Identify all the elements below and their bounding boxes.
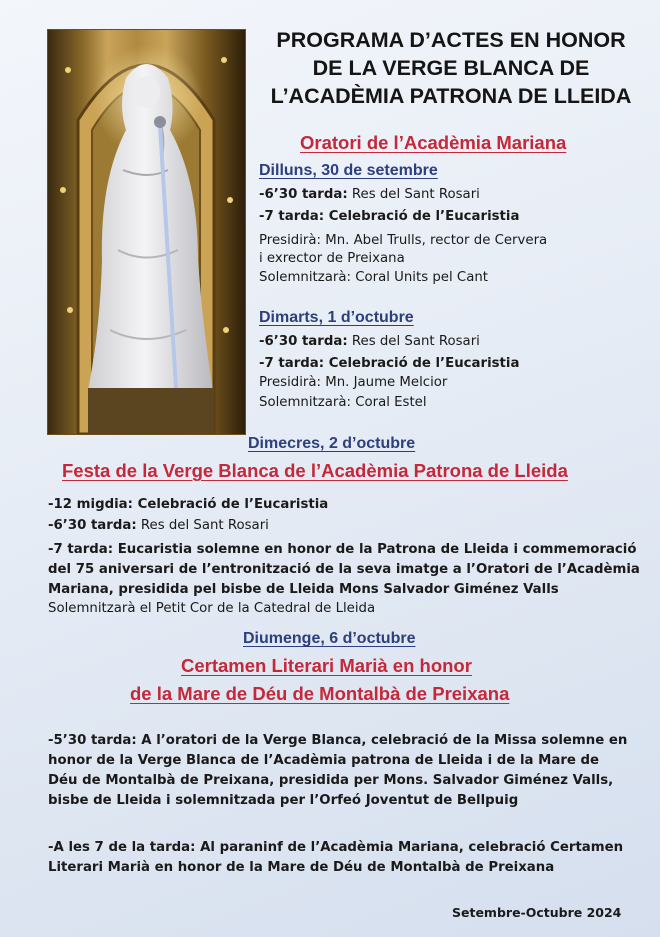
day4-item1-line2: honor de la Verge Blanca de l’Acadèmia patrona de Lleida i de la Mare de [48,753,600,768]
day3-item3-line1: -7 tarda: Eucaristia solemne en honor de la Patrona de Lleida i commemoració [48,542,637,557]
day4-item1-line4: bisbe de Lleida i solemnitzada per l’Orfeó Joventut de Bellpuig [48,793,519,808]
day4-event-line1: Certamen Literari Marià en honor [181,655,472,676]
day1-item1 [259,185,480,205]
day4-event-line2: de la Mare de Déu de Montalbà de Preixana [130,683,510,704]
day2-item1-text: Res del Sant Rosari [347,334,480,349]
title-line-1: PROGRAMA D’ACTES EN HONOR [276,28,626,52]
day3-item3-line3: Mariana, presidida pel bisbe de Lleida Mons Salvador Giménez Valls [48,582,559,597]
day2-choir: Solemnitzarà: Coral Estel [259,395,427,410]
day2-date: Dimarts, 1 d’octubre [259,309,414,326]
day3-date: Dimecres, 2 d’octubre [248,435,416,452]
footer-date: Setembre-Octubre 2024 [452,905,622,920]
venue-heading: Oratori de l’Acadèmia Mariana [300,132,567,153]
day2-presider: Presidirà: Mn. Jaume Melcior [259,375,448,390]
day1-item1-text: Res del Sant Rosari [347,187,480,202]
day3-item1: -12 migdia: Celebració de l’Eucaristia [48,497,329,512]
day2-item2: -7 tarda: Celebració de l’Eucaristia [259,356,520,371]
day1-presider-line2: i exrector de Preixana [259,251,405,266]
day4-item1-line1: -5’30 tarda: A l’oratori de la Verge Blanca, celebració de la Missa solemne en [48,733,628,748]
day1-presider-line1: Presidirà: Mn. Abel Trulls, rector de Cervera [259,233,548,248]
day4-item2-line2: Literari Marià en honor de la Mare de Déu de Montalbà de Preixana [48,860,555,875]
day3-feast-heading: Festa de la Verge Blanca de l’Acadèmia Patrona de Lleida [62,460,568,481]
virgin-statue-photo [48,30,245,434]
day2-item1-time: -6’30 tarda: [259,334,348,349]
day4-item1-line3: Déu de Montalbà de Preixana, presidida per Mons. Salvador Giménez Valls, [48,773,614,788]
day1-item1-time: -6’30 tarda: [259,187,348,202]
title-line-3: L’ACADÈMIA PATRONA DE LLEIDA [270,84,632,108]
day3-item2-time: -6’30 tarda: [48,518,137,533]
day1-item2: -7 tarda: Celebració de l’Eucaristia [259,209,520,224]
day1-choir: Solemnitzarà: Coral Units pel Cant [259,270,488,285]
day2-item1 [259,332,480,352]
day3-item2 [48,516,269,536]
day3-choir: Solemnitzarà el Petit Cor de la Catedral de Lleida [48,601,376,616]
title-line-2: DE LA VERGE BLANCA DE [312,56,590,80]
day4-item2-line1: -A les 7 de la tarda: Al paraninf de l’Acadèmia Mariana, celebració Certamen [48,840,624,855]
day3-item3-line2: del 75 aniversari de l’entronització de la seva imatge a l’Oratori de l’Acadèmia [48,562,640,577]
day3-item2-text: Res del Sant Rosari [136,518,269,533]
program-title [258,26,644,110]
statue-illustration [48,30,245,434]
day4-date: Diumenge, 6 d’octubre [243,630,416,647]
day1-date: Dilluns, 30 de setembre [259,162,438,179]
